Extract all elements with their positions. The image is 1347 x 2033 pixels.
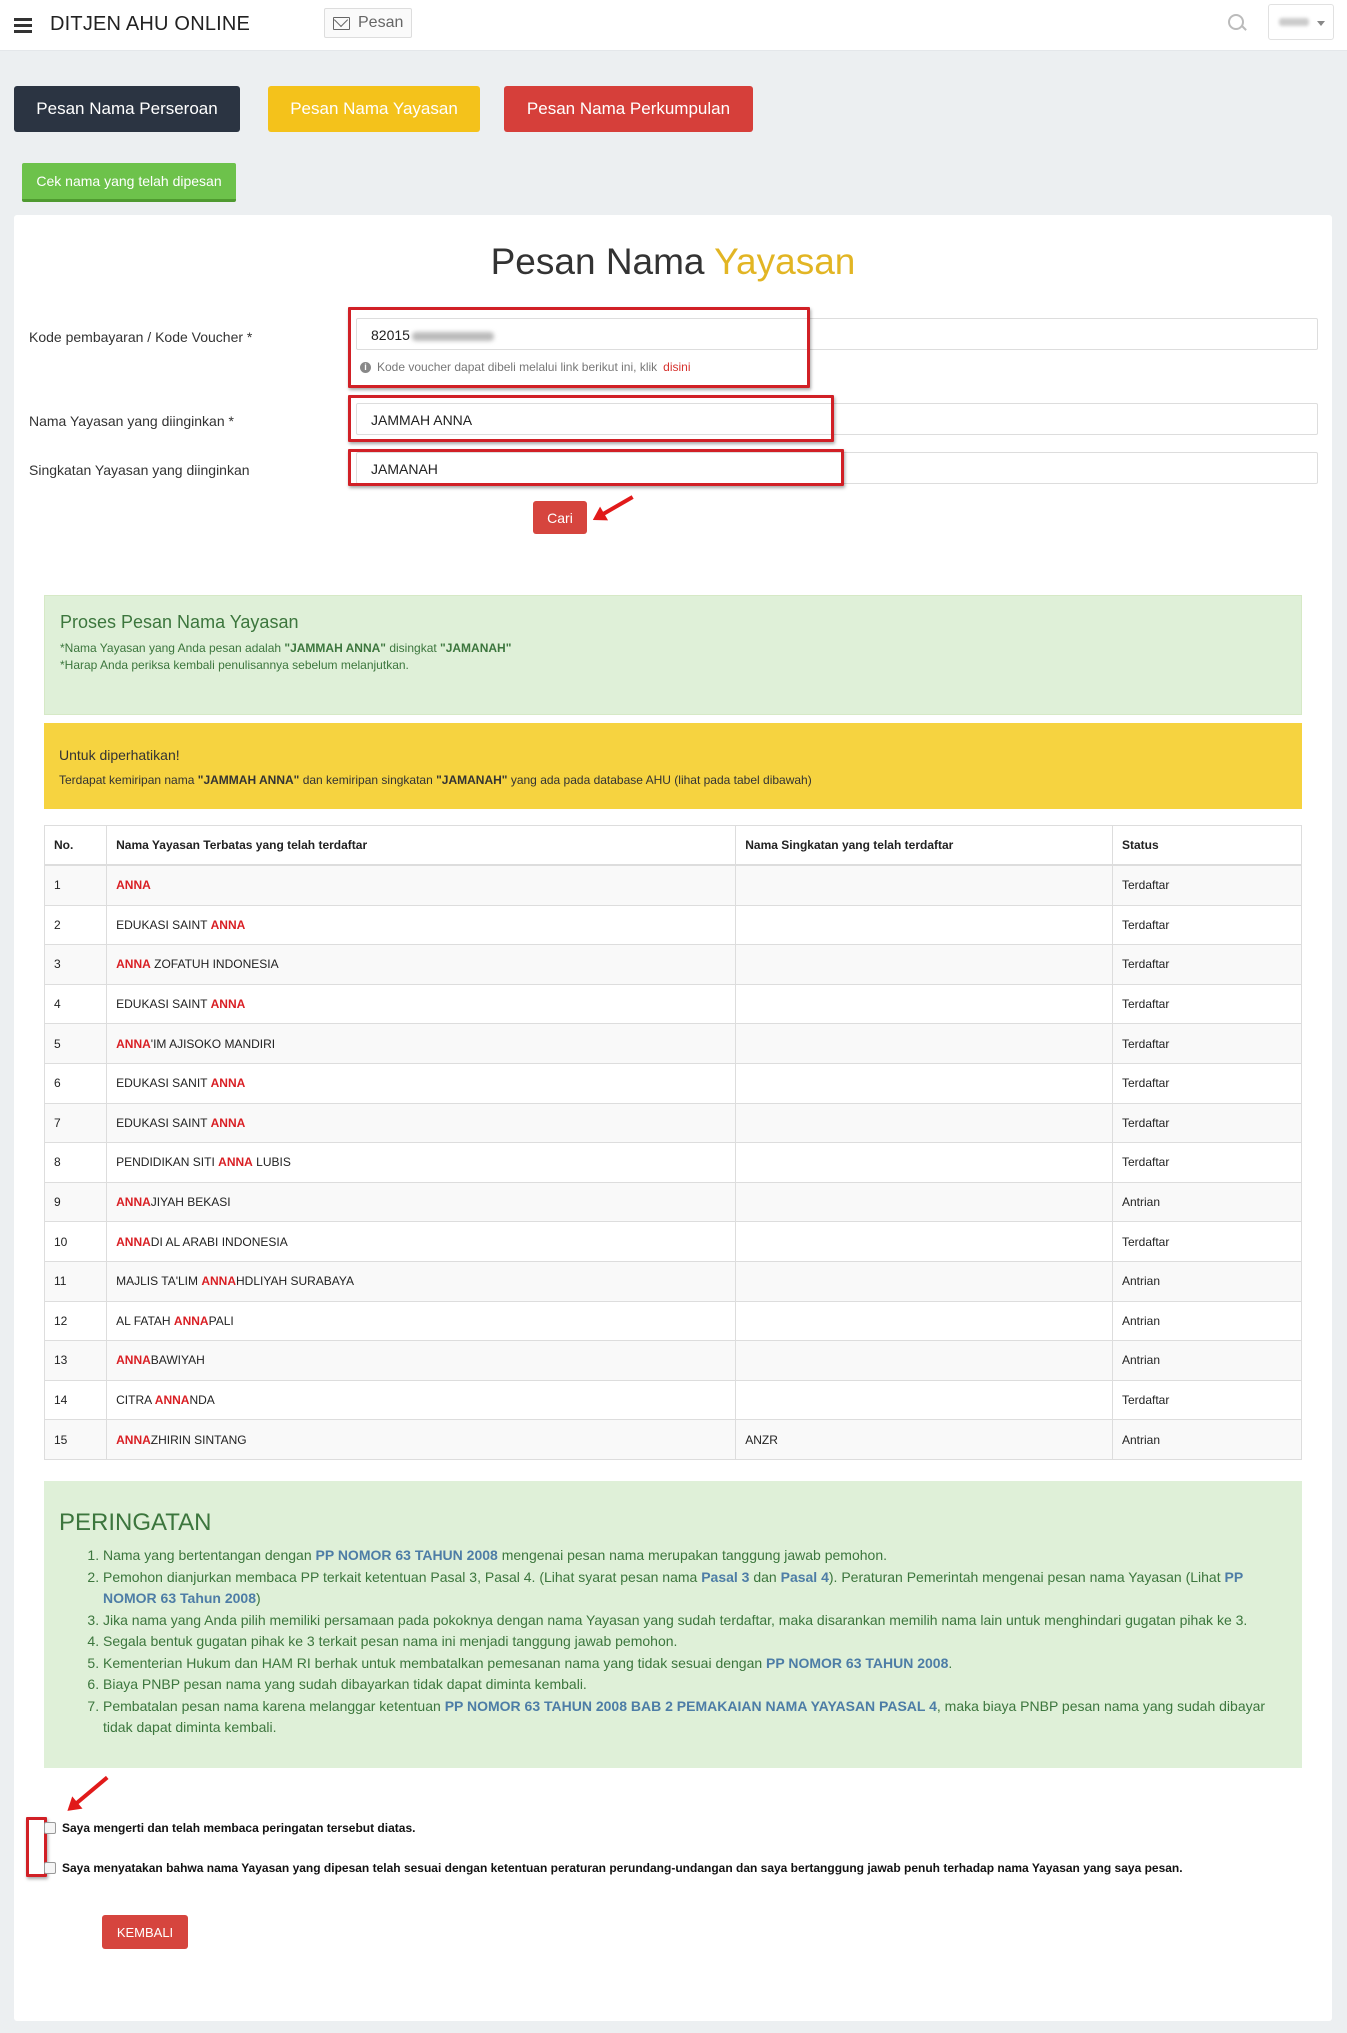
match-highlight: ANNA: [116, 1234, 151, 1249]
main-card: [14, 215, 1332, 2021]
cell-status: Terdaftar: [1112, 905, 1301, 945]
cell-singkatan: [736, 1261, 1113, 1301]
table-row: [45, 1182, 1302, 1222]
regulation-link[interactable]: PP NOMOR 63 Tahun 2008: [103, 1568, 1243, 1606]
col-nama-singkatan: Nama Singkatan yang telah terdaftar: [736, 826, 1113, 866]
agreement-row-1: [44, 1819, 1304, 1837]
agreement-checkbox-2[interactable]: [44, 1862, 56, 1874]
cell-no: 1: [45, 865, 107, 905]
regulation-link[interactable]: PP NOMOR 63 TAHUN 2008: [766, 1654, 949, 1671]
app-title[interactable]: DITJEN AHU ONLINE: [50, 13, 251, 35]
match-highlight: ANNA: [173, 1313, 209, 1328]
page-title: Pesan Nama Yayasan: [490, 241, 856, 282]
cell-status: Antrian: [1112, 1261, 1301, 1301]
cell-status: Antrian: [1112, 1182, 1301, 1222]
cell-no: 5: [45, 1024, 107, 1064]
match-highlight: ANNA: [210, 1076, 246, 1091]
regulation-link[interactable]: PP NOMOR 63 TAHUN 2008: [315, 1547, 498, 1563]
table-row: [45, 905, 1302, 945]
match-highlight: ANNA: [210, 1115, 246, 1130]
match-highlight: ANNA: [116, 1432, 151, 1447]
menu-icon[interactable]: [14, 18, 32, 32]
cell-status: Terdaftar: [1112, 945, 1301, 985]
table-row: [45, 1261, 1302, 1301]
cell-status: Terdaftar: [1112, 865, 1301, 905]
cell-no: 7: [45, 1103, 107, 1143]
info-icon: i: [360, 362, 371, 373]
match-highlight: ANNA: [201, 1274, 236, 1289]
proses-line2: *Harap Anda periksa kembali penulisannya sebelum melanjutkan.: [60, 658, 409, 672]
cell-singkatan: [736, 1103, 1113, 1143]
peringatan-item: 6. Biaya PNBP pesan nama yang sudah dibayarkan tidak dapat diminta kembali.: [103, 1674, 1287, 1696]
singkatan-input[interactable]: JAMANAH: [356, 452, 1318, 484]
col-no: No.: [45, 826, 107, 866]
top-navbar: [0, 0, 1347, 51]
cell-singkatan: [736, 905, 1113, 945]
cell-no: 12: [45, 1301, 107, 1341]
cell-nama: EDUKASI SAINT ANNA: [107, 984, 736, 1024]
cari-button[interactable]: Cari: [533, 501, 587, 534]
table-row: [45, 1024, 1302, 1064]
cell-singkatan: [736, 1182, 1113, 1222]
cell-singkatan: [736, 1301, 1113, 1341]
table-row: [45, 1143, 1302, 1183]
cell-status: Terdaftar: [1112, 1380, 1301, 1420]
cell-singkatan: [736, 1341, 1113, 1381]
cell-status: Terdaftar: [1112, 1063, 1301, 1103]
cell-status: Antrian: [1112, 1420, 1301, 1460]
match-highlight: ANNA: [116, 1353, 151, 1368]
table-row: [45, 865, 1302, 905]
cell-no: 10: [45, 1222, 107, 1262]
peringatan-list: [59, 1545, 1287, 1739]
col-nama-yayasan: Nama Yayasan Terbatas yang telah terdaftar: [107, 826, 736, 866]
cell-no: 2: [45, 905, 107, 945]
peringatan-item: 1. Nama yang bertentangan dengan PP NOMOR 63 TAHUN 2008 mengenai pesan nama merupakan tanggung jawab pemohon.: [103, 1545, 1287, 1567]
cell-nama: EDUKASI SAINT ANNA: [107, 1103, 736, 1143]
peringatan-item: 5. Kementerian Hukum dan HAM RI berhak untuk membatalkan pemesanan nama yang tidak sesuai dengan PP NOMOR 63 TAHUN 2008.: [103, 1653, 1287, 1675]
cek-nama-dipesan-button[interactable]: Cek nama yang telah dipesan: [22, 163, 236, 202]
cell-nama: ANNA'IM AJISOKO MANDIRI: [107, 1024, 736, 1064]
table-header-row: [45, 826, 1302, 866]
cell-status: Antrian: [1112, 1341, 1301, 1381]
notice-text: Terdapat kemiripan nama "JAMMAH ANNA" dan kemiripan singkatan "JAMANAH" yang ada pada database AHU (lihat pada tabel dibawah): [59, 773, 812, 787]
agreement-text-2: Saya menyatakan bahwa nama Yayasan yang dipesan telah sesuai dengan ketentuan peraturan perundang-undangan dan saya bertanggung jawab penuh terhadap nama Yayasan yang saya pesan.: [62, 1861, 1183, 1875]
match-highlight: ANNA: [116, 957, 151, 972]
cell-singkatan: [736, 945, 1113, 985]
pesan-nama-perseroan-button[interactable]: Pesan Nama Perseroan: [14, 86, 240, 132]
table-row: [45, 945, 1302, 985]
cell-singkatan: [736, 865, 1113, 905]
table-row: [45, 984, 1302, 1024]
kembali-button[interactable]: KEMBALI: [102, 1915, 188, 1949]
cell-nama: AL FATAH ANNAPALI: [107, 1301, 736, 1341]
table-row: [45, 1341, 1302, 1381]
cell-nama: ANNAJIYAH BEKASI: [107, 1182, 736, 1222]
search-icon[interactable]: [1228, 14, 1244, 30]
match-highlight: ANNA: [116, 878, 151, 893]
cell-singkatan: ANZR: [736, 1420, 1113, 1460]
cell-no: 13: [45, 1341, 107, 1381]
cell-nama: PENDIDIKAN SITI ANNA LUBIS: [107, 1143, 736, 1183]
proses-title: Proses Pesan Nama Yayasan: [60, 612, 299, 632]
kode-voucher-label: Kode pembayaran / Kode Voucher *: [29, 329, 253, 345]
cell-nama: MAJLIS TA'LIM ANNAHDLIYAH SURABAYA: [107, 1261, 736, 1301]
table-row: [45, 1103, 1302, 1143]
cell-singkatan: [736, 1063, 1113, 1103]
highlight-box-singkatan: [348, 449, 844, 486]
envelope-icon: [333, 17, 350, 30]
agreement-row-2: [44, 1859, 1304, 1877]
user-menu-dropdown[interactable]: [1268, 4, 1334, 40]
cell-singkatan: [736, 984, 1113, 1024]
notice-title: Untuk diperhatikan!: [59, 747, 180, 763]
peringatan-item: 4. Segala bentuk gugatan pihak ke 3 terkait pesan nama ini menjadi tanggung jawab pemohon.: [103, 1631, 1287, 1653]
cell-no: 3: [45, 945, 107, 985]
nama-yayasan-label: Nama Yayasan yang diinginkan *: [29, 413, 234, 429]
peringatan-item: 3. Jika nama yang Anda pilih memiliki persamaan pada pokoknya dengan nama Yayasan yang sudah terdaftar, maka disarankan memilih nama lain untuk menghindari gugatan pihak ke 3.: [103, 1610, 1287, 1632]
cell-nama: EDUKASI SANIT ANNA: [107, 1063, 736, 1103]
match-highlight: ANNA: [210, 997, 246, 1012]
regulation-link[interactable]: Pasal 4: [780, 1568, 829, 1585]
cell-no: 14: [45, 1380, 107, 1420]
cell-status: Terdaftar: [1112, 1222, 1301, 1262]
pesan-link[interactable]: [324, 8, 412, 38]
pesan-nama-yayasan-button[interactable]: Pesan Nama Yayasan: [268, 86, 480, 132]
cell-status: Terdaftar: [1112, 1143, 1301, 1183]
agreement-text-1: Saya mengerti dan telah membaca peringatan tersebut diatas.: [62, 1821, 416, 1835]
similar-names-table: [44, 825, 1302, 1460]
cell-no: 9: [45, 1182, 107, 1222]
cell-status: Terdaftar: [1112, 984, 1301, 1024]
proses-pesan-box: [44, 595, 1302, 715]
table-row: [45, 1222, 1302, 1262]
match-highlight: ANNA: [218, 1155, 253, 1170]
pesan-nama-perkumpulan-button[interactable]: Pesan Nama Perkumpulan: [504, 86, 753, 132]
cell-singkatan: [736, 1380, 1113, 1420]
cell-status: Terdaftar: [1112, 1103, 1301, 1143]
regulation-link[interactable]: Pasal 3: [701, 1568, 750, 1585]
disini-link[interactable]: disini: [663, 360, 691, 374]
cell-singkatan: [736, 1143, 1113, 1183]
cell-singkatan: [736, 1222, 1113, 1262]
highlight-box-nama: [348, 395, 834, 442]
red-arrow-checkbox: [71, 1776, 109, 1809]
cell-status: Antrian: [1112, 1301, 1301, 1341]
match-highlight: ANNA: [116, 1195, 151, 1210]
kode-voucher-help: i Kode voucher dapat dibeli melalui link berikut ini, klik disini: [360, 360, 691, 374]
cell-no: 8: [45, 1143, 107, 1183]
cell-nama: ANNA ZOFATUH INDONESIA: [107, 945, 736, 985]
peringatan-item: 2. Pemohon dianjurkan membaca PP terkait ketentuan Pasal 3, Pasal 4. (Lihat syarat pesan nama Pasal 3 dan Pasal 4). Peraturan Pemerintah mengenai pesan nama Yayasan (Lihat PP NOMOR 63 Tahun 2008): [103, 1567, 1287, 1610]
table-row: [45, 1063, 1302, 1103]
cell-nama: [107, 865, 736, 905]
col-status: Status: [1112, 826, 1301, 866]
cell-no: 15: [45, 1420, 107, 1460]
regulation-link[interactable]: PP NOMOR 63 TAHUN 2008 BAB 2 PEMAKAIAN NAMA YAYASAN PASAL 4: [444, 1697, 937, 1714]
cell-status: Terdaftar: [1112, 1024, 1301, 1064]
cell-no: 4: [45, 984, 107, 1024]
kemiripan-notice-box: [44, 723, 1302, 809]
pesan-label: Pesan: [358, 14, 404, 31]
username-blurred: [1279, 18, 1309, 26]
cell-nama: EDUKASI SAINT ANNA: [107, 905, 736, 945]
peringatan-item: 7. Pembatalan pesan nama karena melanggar ketentuan PP NOMOR 63 TAHUN 2008 BAB 2 PEMAKAIAN NAMA YAYASAN PASAL 4, maka biaya PNBP pesan nama yang sudah dibayar tidak dapat diminta kembali.: [103, 1696, 1287, 1739]
cell-nama: ANNAZHIRIN SINTANG: [107, 1420, 736, 1460]
proses-line1: *Nama Yayasan yang Anda pesan adalah "JAMMAH ANNA" disingkat "JAMANAH": [60, 641, 512, 655]
table-row: [45, 1420, 1302, 1460]
match-highlight: ANNA: [116, 1036, 151, 1051]
red-arrow-cari: [597, 495, 634, 518]
singkatan-label: Singkatan Yayasan yang diinginkan: [29, 462, 250, 478]
table-row: [45, 1380, 1302, 1420]
cell-nama: CITRA ANNANDA: [107, 1380, 736, 1420]
highlight-box-voucher: [348, 307, 810, 388]
match-highlight: ANNA: [154, 1393, 190, 1408]
peringatan-title: PERINGATAN: [59, 1509, 212, 1536]
kode-voucher-input[interactable]: 82015: [356, 318, 1318, 350]
caret-down-icon: [1317, 21, 1325, 26]
nama-yayasan-input[interactable]: JAMMAH ANNA: [356, 403, 1318, 435]
agreement-checkbox-1[interactable]: [44, 1822, 56, 1834]
cell-nama: ANNABAWIYAH: [107, 1341, 736, 1381]
cell-no: 11: [45, 1261, 107, 1301]
cell-no: 6: [45, 1063, 107, 1103]
table-row: [45, 1301, 1302, 1341]
peringatan-box: [44, 1481, 1302, 1768]
cell-singkatan: [736, 1024, 1113, 1064]
match-highlight: ANNA: [210, 917, 246, 932]
cell-nama: ANNADI AL ARABI INDONESIA: [107, 1222, 736, 1262]
